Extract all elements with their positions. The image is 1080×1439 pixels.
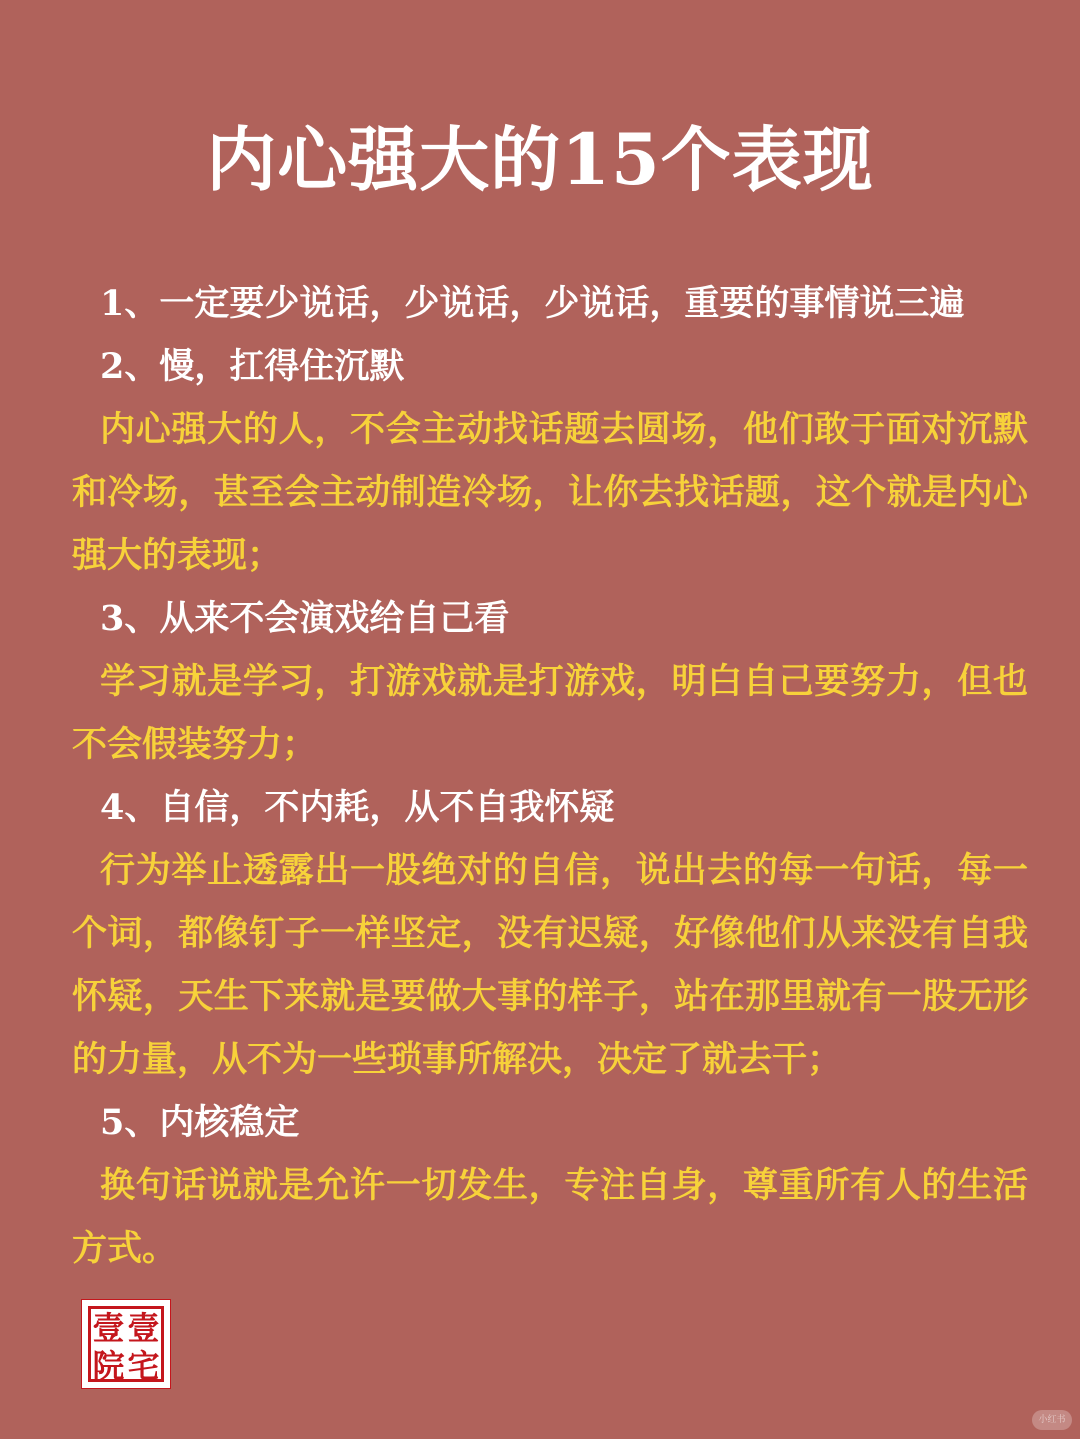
article-body	[72, 272, 1028, 1280]
section-paragraph-4: 行为举止透露出一股绝对的自信，说出去的每一句话，每一个词，都像钉子一样坚定，没有迟疑，好像他们从来没有自我怀疑，天生下来就是要做大事的样子，站在那里就有一股无形的力量，从不为一些琐事所解决，决定了就去干；	[72, 850, 1028, 1080]
page-title: 内心强大的15个表现	[206, 118, 874, 201]
watermark-logo: 小红书	[1032, 1410, 1072, 1430]
section-paragraph-2: 内心强大的人，不会主动找话题去圆场，他们敢于面对沉默和冷场，甚至会主动制造冷场，让你去找话题，这个就是内心强大的表现；	[72, 409, 1028, 576]
seal-char: 壹	[92, 1309, 125, 1347]
section-heading-3: 3、从来不会演戏给自己看	[100, 598, 510, 639]
seal-frame	[88, 1306, 164, 1385]
seal-char: 壹	[127, 1309, 160, 1347]
section-heading-4: 4、自信，不内耗，从不自我怀疑	[100, 787, 615, 828]
section-heading-2: 2、慢，扛得住沉默	[100, 346, 405, 387]
section-heading-5: 5、内核稳定	[100, 1102, 300, 1143]
seal-stamp	[82, 1300, 170, 1388]
section-paragraph-5: 换句话说就是允许一切发生，专注自身，尊重所有人的生活方式。	[72, 1165, 1028, 1269]
section-heading-1: 1、一定要少说话，少说话，少说话，重要的事情说三遍	[100, 283, 965, 324]
seal-char: 宅	[127, 1347, 160, 1385]
seal-char: 院	[92, 1347, 125, 1385]
section-paragraph-3: 学习就是学习，打游戏就是打游戏，明白自己要努力，但也不会假装努力；	[72, 661, 1028, 765]
